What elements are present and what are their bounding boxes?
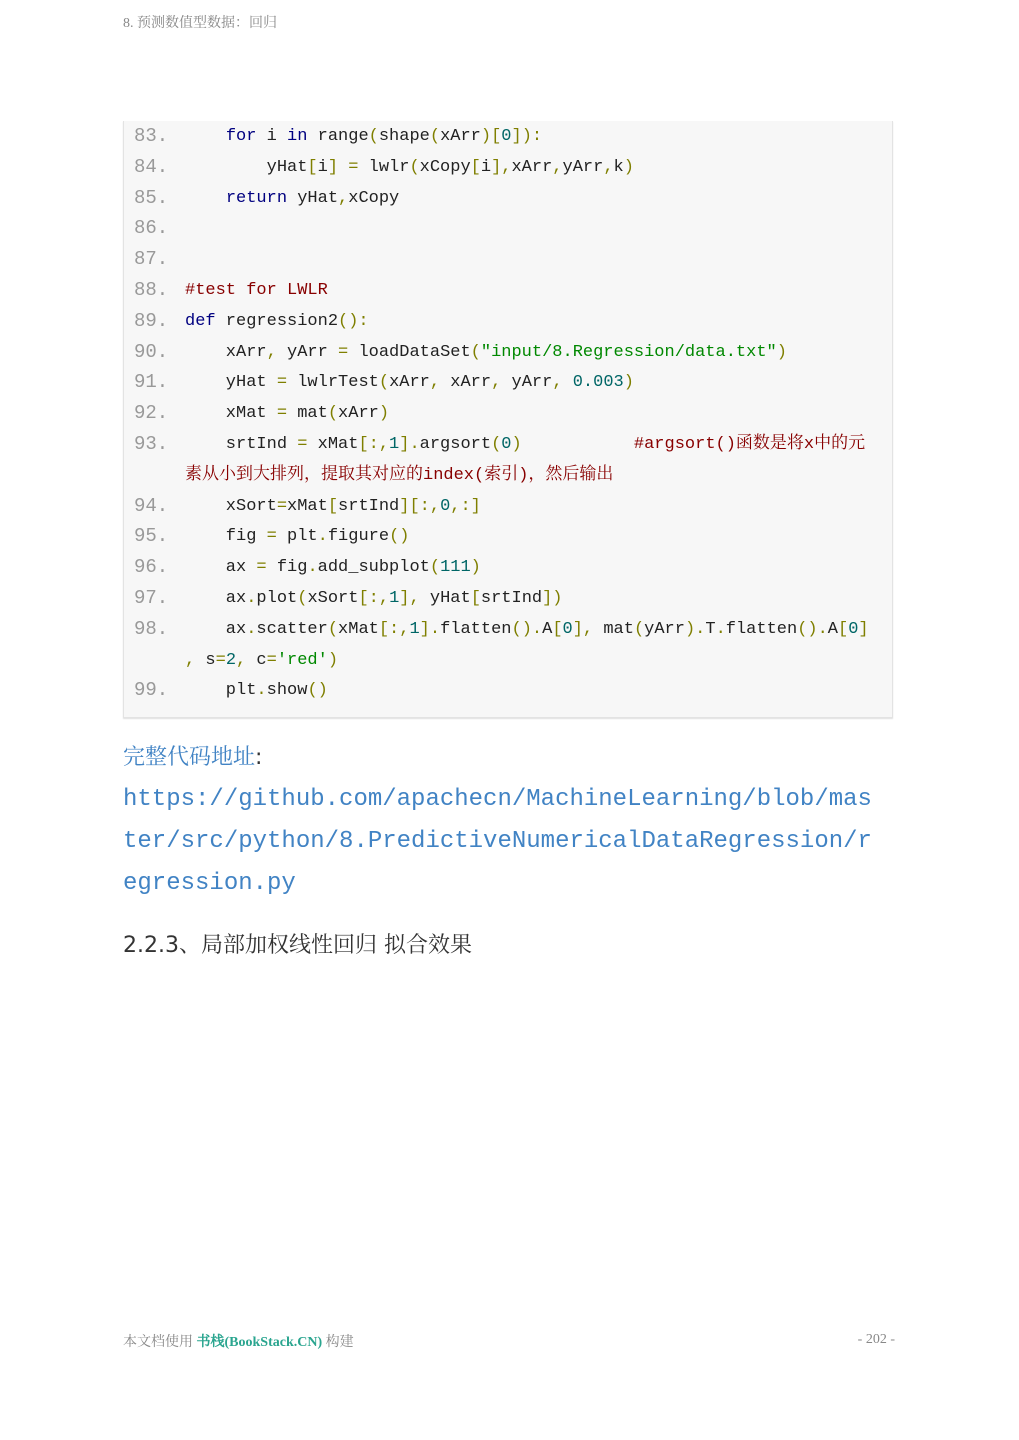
code-url-line-3[interactable]: egression.py bbox=[123, 870, 296, 897]
code-token: range bbox=[307, 127, 369, 146]
running-header: 8. 预测数值型数据：回归 bbox=[123, 16, 277, 31]
code-token: . bbox=[246, 619, 257, 639]
code-token: fig bbox=[185, 527, 267, 547]
code-token: 0 bbox=[848, 619, 859, 639]
line-number: 92. bbox=[134, 402, 169, 425]
code-block bbox=[123, 121, 893, 718]
code-token: = bbox=[215, 650, 226, 670]
code-token: xArr bbox=[185, 342, 267, 362]
code-token: = bbox=[256, 558, 267, 578]
code-token: yHat bbox=[185, 373, 277, 393]
code-text bbox=[185, 429, 865, 460]
line-number: 89. bbox=[134, 309, 169, 332]
code-token: show bbox=[266, 681, 308, 701]
code-token: ]. bbox=[419, 619, 441, 639]
code-token: ( bbox=[327, 404, 339, 424]
page-number: - 202 - bbox=[857, 1332, 895, 1347]
code-token: (): bbox=[338, 311, 369, 331]
code-token: [ bbox=[838, 619, 849, 639]
code-token: . bbox=[715, 619, 726, 639]
code-token: ]. bbox=[399, 435, 420, 454]
code-token: s bbox=[195, 650, 216, 670]
code-token: , bbox=[185, 650, 196, 670]
code-token: ], bbox=[491, 157, 512, 177]
code-token: ( bbox=[368, 127, 379, 146]
code-token: ][:, bbox=[399, 496, 441, 516]
line-number: 99. bbox=[134, 679, 169, 702]
code-token: [ bbox=[470, 589, 481, 608]
code-token: [:, bbox=[378, 619, 410, 639]
code-token: = bbox=[266, 650, 277, 670]
code-token: "input/8.Regression/data.txt" bbox=[480, 342, 777, 362]
code-text bbox=[185, 491, 481, 522]
code-token: = bbox=[297, 435, 308, 454]
code-token: ( bbox=[409, 157, 420, 177]
line-number: 94. bbox=[134, 494, 169, 517]
code-text bbox=[185, 367, 634, 398]
code-text bbox=[185, 645, 338, 676]
code-text bbox=[185, 583, 563, 614]
code-token: ) bbox=[623, 373, 634, 393]
full-code-link-label bbox=[123, 740, 262, 771]
code-token: k bbox=[613, 157, 624, 177]
code-token: = bbox=[276, 496, 288, 516]
code-token: xMat bbox=[338, 619, 379, 639]
code-token: xArr bbox=[440, 373, 492, 393]
footer-prefix: 本文档使用 bbox=[123, 1335, 197, 1350]
code-token: srtInd bbox=[185, 435, 298, 454]
line-number: 83. bbox=[134, 125, 169, 147]
code-token: loadDataSet bbox=[348, 342, 471, 362]
code-text bbox=[185, 675, 328, 706]
code-token: = bbox=[276, 373, 288, 393]
code-token: 0 bbox=[501, 127, 512, 146]
code-token: return bbox=[225, 188, 288, 208]
code-token: 0.003 bbox=[572, 373, 624, 393]
code-token: ). bbox=[684, 619, 706, 639]
code-token: 0 bbox=[501, 435, 512, 454]
code-token: , bbox=[603, 157, 614, 177]
code-token: () bbox=[389, 527, 410, 547]
code-token: , bbox=[236, 650, 247, 670]
line-number: 91. bbox=[134, 371, 169, 394]
code-token: [:, bbox=[358, 435, 390, 454]
code-token: , bbox=[338, 188, 349, 208]
code-token: , bbox=[491, 373, 502, 393]
code-text bbox=[185, 398, 389, 429]
code-text bbox=[185, 152, 634, 183]
line-number: 87. bbox=[134, 248, 169, 271]
line-number: 86. bbox=[134, 217, 169, 240]
code-token bbox=[522, 435, 634, 454]
code-token: )[ bbox=[480, 127, 502, 146]
code-token: plt bbox=[185, 681, 257, 701]
code-text bbox=[185, 521, 409, 552]
code-token: ]): bbox=[511, 127, 543, 146]
code-token: 0 bbox=[440, 496, 451, 516]
code-token: i bbox=[480, 157, 492, 177]
label-colon: : bbox=[255, 745, 263, 770]
code-token: ax bbox=[185, 619, 247, 639]
line-number: 90. bbox=[134, 340, 169, 363]
code-text bbox=[185, 306, 369, 337]
code-token: . bbox=[256, 681, 267, 701]
code-token: c bbox=[246, 650, 267, 670]
code-token: ]) bbox=[542, 589, 563, 608]
code-token: 0 bbox=[562, 619, 573, 639]
code-token: xSort bbox=[185, 496, 277, 516]
line-number: 95. bbox=[134, 525, 169, 548]
code-token: yArr bbox=[644, 619, 685, 639]
line-number: 98. bbox=[134, 617, 169, 640]
code-token: def bbox=[185, 311, 216, 331]
code-token: ax bbox=[185, 558, 257, 578]
code-token: xArr bbox=[389, 373, 430, 393]
code-token: argsort bbox=[419, 435, 492, 454]
code-token: ( bbox=[378, 373, 390, 393]
code-token: i bbox=[256, 127, 288, 146]
code-token: lwlrTest bbox=[287, 373, 379, 393]
code-token: , bbox=[429, 373, 441, 393]
code-token: regression2 bbox=[215, 311, 339, 331]
code-token: ( bbox=[327, 619, 339, 639]
code-token: . bbox=[246, 589, 257, 608]
code-token: = bbox=[338, 342, 349, 362]
code-token: () bbox=[307, 681, 328, 701]
code-token: flatten bbox=[725, 619, 798, 639]
code-token: for bbox=[225, 127, 257, 146]
code-token: xCopy bbox=[419, 157, 471, 177]
line-number: 97. bbox=[134, 587, 169, 609]
code-token bbox=[185, 189, 226, 208]
code-token: shape bbox=[378, 127, 430, 146]
code-token: ( bbox=[633, 619, 645, 639]
code-token: 1 bbox=[389, 435, 400, 454]
code-token: ) bbox=[470, 558, 481, 578]
line-number: 85. bbox=[134, 186, 169, 209]
code-token: plt bbox=[276, 527, 318, 547]
code-token: (). bbox=[511, 619, 543, 639]
code-token: ) bbox=[511, 435, 522, 454]
code-token: [ bbox=[307, 157, 318, 177]
code-url-line-1[interactable]: https://github.com/apachecn/MachineLearning/blob/mas bbox=[123, 786, 872, 813]
code-text bbox=[185, 121, 542, 152]
code-token: [ bbox=[470, 157, 481, 177]
code-token: srtInd bbox=[338, 496, 400, 516]
code-token: A bbox=[542, 619, 553, 639]
code-token: plot bbox=[256, 589, 298, 608]
code-token: ] bbox=[327, 157, 339, 177]
code-token: xArr bbox=[338, 404, 379, 424]
code-token: xArr bbox=[511, 157, 553, 177]
code-token: i bbox=[317, 157, 328, 177]
code-url-line-2[interactable]: ter/src/python/8.PredictiveNumericalDataRegression/r bbox=[123, 828, 872, 855]
code-token: [ bbox=[327, 496, 339, 516]
code-token: , bbox=[552, 157, 563, 177]
footer-credit bbox=[123, 1331, 354, 1351]
code-token: A bbox=[827, 619, 838, 639]
code-token: ( bbox=[429, 558, 441, 578]
code-token: yArr bbox=[562, 157, 604, 177]
code-token: yArr bbox=[501, 373, 553, 393]
code-text bbox=[185, 275, 328, 306]
code-token: = bbox=[348, 157, 359, 177]
code-token: = bbox=[276, 404, 288, 424]
code-token: ] bbox=[858, 619, 869, 639]
code-token: xCopy bbox=[348, 188, 400, 208]
line-number: 84. bbox=[134, 155, 169, 178]
code-token: = bbox=[266, 527, 277, 547]
code-text bbox=[185, 460, 613, 491]
code-token: ( bbox=[491, 435, 502, 454]
code-token: ) bbox=[378, 404, 390, 424]
footer-brand-link[interactable]: 书栈(BookStack.CN) bbox=[196, 1335, 323, 1350]
code-text bbox=[185, 337, 787, 368]
code-token: srtInd bbox=[480, 589, 543, 608]
code-token: ( bbox=[297, 589, 308, 608]
code-text bbox=[185, 614, 869, 645]
code-token: yArr bbox=[276, 342, 339, 362]
code-token bbox=[338, 158, 348, 177]
code-token: xMat bbox=[307, 435, 359, 454]
code-token: [ bbox=[552, 619, 563, 639]
code-token: 'red' bbox=[276, 650, 328, 670]
code-token: ) bbox=[623, 157, 634, 177]
code-token: , bbox=[552, 373, 563, 393]
code-token: xArr bbox=[440, 127, 481, 146]
code-token: [:, bbox=[358, 589, 390, 608]
code-token: ], bbox=[572, 619, 594, 639]
code-token: xSort bbox=[307, 589, 359, 608]
code-token: add_subplot bbox=[317, 558, 430, 578]
code-token: ( bbox=[429, 127, 441, 146]
code-token: 111 bbox=[440, 558, 471, 578]
line-number: 96. bbox=[134, 556, 169, 579]
code-token: ( bbox=[470, 342, 481, 362]
code-token: mat bbox=[287, 404, 328, 424]
code-token: #test for LWLR bbox=[185, 281, 328, 300]
line-number: 88. bbox=[134, 279, 169, 301]
section-heading: 2.2.3、局部加权线性回归 拟合效果 bbox=[123, 933, 472, 958]
code-text bbox=[185, 552, 481, 583]
code-token: scatter bbox=[256, 619, 328, 639]
code-token: yHat bbox=[185, 157, 308, 177]
code-token: 1 bbox=[409, 619, 420, 639]
footer-suffix: 构建 bbox=[322, 1335, 354, 1350]
code-token: mat bbox=[593, 619, 634, 639]
code-token: 1 bbox=[389, 589, 400, 608]
code-token bbox=[563, 373, 573, 392]
code-token bbox=[185, 127, 226, 146]
code-token: yHat bbox=[419, 589, 471, 608]
code-token: #argsort()函数是将x中的元 bbox=[633, 435, 866, 454]
code-token: 素从小到大排列，提取其对应的index(索引)，然后输出 bbox=[185, 465, 614, 485]
code-token: . bbox=[307, 558, 318, 578]
code-token: . bbox=[317, 527, 328, 547]
full-code-label-text[interactable]: 完整代码地址 bbox=[123, 745, 256, 770]
code-token: in bbox=[287, 127, 308, 146]
code-text bbox=[185, 183, 399, 214]
code-token: ) bbox=[776, 342, 787, 362]
code-token: flatten bbox=[440, 619, 512, 639]
code-token: (). bbox=[797, 619, 828, 639]
code-token: ,:] bbox=[450, 496, 481, 516]
code-token: yHat bbox=[287, 188, 339, 208]
line-number: 93. bbox=[134, 433, 169, 455]
code-token: lwlr bbox=[358, 157, 410, 177]
code-token: figure bbox=[327, 527, 390, 547]
code-token: xMat bbox=[185, 404, 277, 424]
code-token: xMat bbox=[287, 496, 328, 516]
code-token: , bbox=[266, 342, 277, 362]
code-token: ax bbox=[185, 589, 247, 608]
code-token: 2 bbox=[225, 650, 237, 670]
code-token: ) bbox=[327, 650, 339, 670]
code-token: T bbox=[705, 619, 716, 639]
code-token: ], bbox=[399, 589, 420, 608]
code-token: fig bbox=[266, 558, 308, 578]
